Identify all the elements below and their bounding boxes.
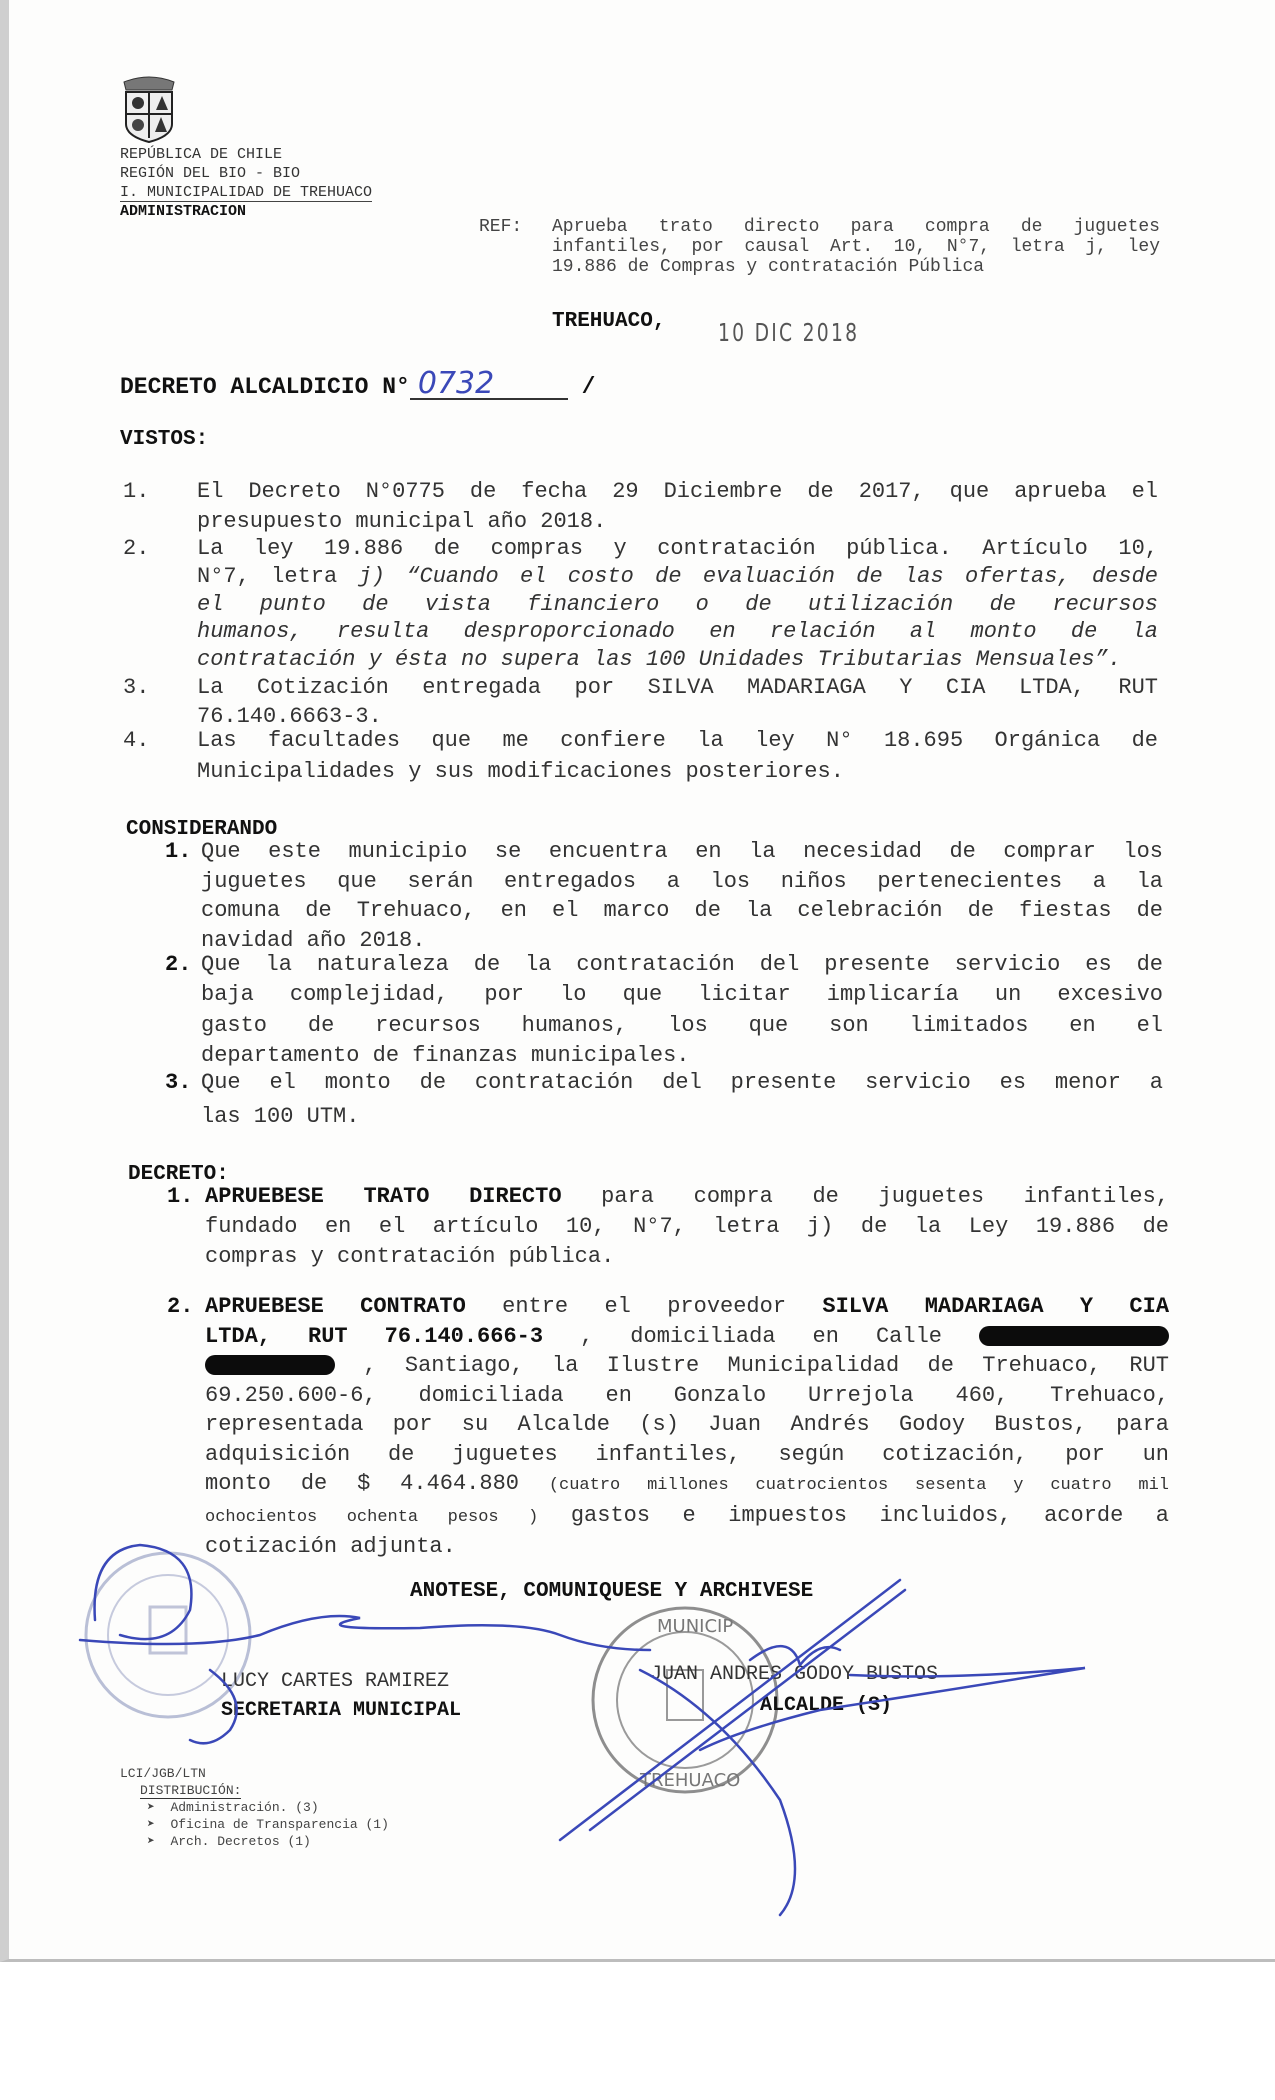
text-line [205, 1292, 1169, 1322]
signer-right-name: JUAN ANDRES GODOY BUSTOS [650, 1663, 939, 1686]
decreto-title: DECRETO: [128, 1163, 229, 1186]
text-segment: Las facultades que me confiere la ley N° 18.695 Orgánica de [197, 728, 1158, 753]
text-segment: La Cotización entregada por SILVA MADARIAGA Y CIA LTDA, RUT [197, 675, 1158, 700]
text-segment: navidad año 2018. [201, 928, 426, 954]
text-segment: (cuatro millones cuatrocientos sesenta y cuatro mil [548, 1476, 1169, 1495]
text-line [201, 1011, 1163, 1041]
date-stamp: 10 DIC 2018 [718, 318, 860, 347]
letterhead-region: REGIÓN DEL BIO - BIO [120, 165, 301, 182]
text-line [201, 837, 1163, 867]
text-line [205, 1440, 1169, 1470]
text-line [201, 1100, 1163, 1134]
text-line [201, 1066, 1163, 1100]
text-segment: gasto de recursos humanos, los que son limitados en el [201, 1012, 1163, 1038]
text-line [205, 1410, 1169, 1440]
ref-line: infantiles, por causal Art. 10, N°7, letra j, ley [552, 237, 1160, 257]
item-number: 3. [123, 675, 150, 700]
letterhead-country: REPÚBLICA DE CHILE [120, 146, 283, 163]
decree-label: DECRETO ALCALDICIO N° [120, 374, 410, 400]
text-line [197, 591, 1158, 619]
item-number: 4. [123, 728, 150, 753]
text-segment: APRUEBESE TRATO DIRECTO [205, 1184, 562, 1209]
text-segment: 69.250.600-6, domiciliada en Gonzalo Urrejola 460, Trehuaco, [205, 1382, 1169, 1408]
ref-line: Aprueba trato directo para compra de juguetes [552, 217, 1160, 237]
text-line [205, 1322, 1169, 1352]
distribution-label: DISTRIBUCIÓN: [140, 1783, 242, 1798]
text-line [201, 896, 1163, 926]
signature-left [95, 1545, 192, 1639]
bullet-icon: ➤ [147, 1834, 171, 1849]
item-number: 1. [165, 839, 192, 864]
text-segment: gastos e impuestos incluidos, acorde a [570, 1502, 1169, 1528]
signer-right-title: ALCALDE (S) [760, 1694, 893, 1717]
text-segment: contratación y ésta no supera las 100 Unidades Tributarias Mensuales”. [197, 647, 1122, 673]
bullet-icon: ➤ [147, 1817, 171, 1832]
text-line [201, 867, 1163, 897]
text-segment: entre el proveedor [502, 1294, 823, 1319]
text-segment: La ley 19.886 de compras y contratación pública. Artículo 10, [197, 536, 1158, 561]
text-segment: juguetes que serán entregados a los niños pertenecientes a la [201, 868, 1163, 894]
text-line [197, 756, 1158, 787]
text-segment: fundado en el artículo 10, N°7, letra j) de la Ley 19.886 de [205, 1214, 1169, 1239]
text-line [197, 646, 1158, 674]
text-segment: 76.140.6663-3. [197, 704, 382, 729]
text-segment: LTDA, RUT 76.140.666-3 [205, 1323, 544, 1349]
text-line [197, 535, 1158, 563]
text-line [205, 1212, 1169, 1242]
municipal-crest-logo [118, 74, 180, 144]
item-number: 2. [167, 1294, 194, 1319]
redaction-mark [205, 1355, 335, 1375]
text-segment: Que el monto de contratación del presente servicio es menor a [201, 1070, 1163, 1095]
text-line [205, 1469, 1169, 1501]
decree-heading [120, 366, 596, 401]
text-segment: j) “Cuando el costo de evaluación de las ofertas, desde [358, 563, 1158, 589]
text-segment: humanos, resulta desproporcionado en relación al monto de la [197, 619, 1158, 645]
vistos-title: VISTOS: [120, 428, 209, 451]
text-segment: monto de $ 4.464.880 [205, 1471, 549, 1496]
text-segment: departamento de finanzas municipales. [201, 1042, 690, 1068]
place: TREHUACO, [552, 310, 666, 333]
initials: LCI/JGB/LTN [120, 1766, 206, 1781]
text-segment: baja complejidad, por lo que licitar implicaría un excesivo [201, 982, 1163, 1008]
letterhead-municipality: I. MUNICIPALIDAD DE TREHUACO [120, 184, 373, 201]
distribution-item: Administración. (3) [170, 1800, 319, 1815]
text-segment: ochocientos ochenta pesos ) [205, 1507, 539, 1527]
closing-formula: ANOTESE, COMUNIQUESE Y ARCHIVESE [410, 1580, 814, 1603]
text-line [197, 477, 1158, 507]
text-segment: N°7, letra [197, 563, 359, 589]
signature-right-cross [560, 1580, 900, 1840]
item-number: 3. [165, 1070, 192, 1095]
svg-text:MUNICIP: MUNICIP [657, 1616, 734, 1637]
text-segment: comuna de Trehuaco, en el marco de la celebración de fiestas de [201, 898, 1163, 924]
text-line [197, 725, 1158, 756]
text-segment: compras y contratación pública. [205, 1244, 615, 1269]
text-segment: , Santiago, la Ilustre Municipalidad de Trehuaco, RUT [363, 1353, 1169, 1378]
item-number: 1. [123, 479, 150, 504]
text-line [201, 950, 1163, 980]
letterhead [120, 145, 372, 221]
text-line [197, 563, 1158, 591]
footer [120, 1765, 389, 1850]
bullet-icon: ➤ [147, 1800, 171, 1815]
signer-left-title: SECRETARIA MUNICIPAL [221, 1699, 462, 1722]
item-number: 2. [165, 952, 192, 977]
ref-label: REF: [479, 217, 523, 237]
item-number: 1. [167, 1184, 194, 1209]
text-segment: representada por su Alcalde (s) Juan Andrés Godoy Bustos, para [205, 1412, 1169, 1437]
text-segment: Que la naturaleza de la contratación del presente servicio es de [201, 952, 1163, 977]
decree-slash: / [581, 374, 596, 400]
distribution-item: Oficina de Transparencia (1) [170, 1817, 389, 1832]
ref-line: 19.886 de Compras y contratación Pública [552, 257, 985, 277]
item-number: 2. [123, 536, 150, 561]
handwritten-signatures [0, 1500, 1275, 1920]
text-line [197, 507, 1158, 537]
text-line [205, 1242, 1169, 1272]
ref-text [552, 217, 1160, 277]
svg-text:TREHUACO: TREHUACO [640, 1770, 741, 1791]
text-line [197, 673, 1158, 702]
text-segment: presupuesto municipal año 2018. [197, 509, 607, 534]
distribution-item: Arch. Decretos (1) [170, 1834, 311, 1849]
text-segment: , domiciliada en Calle [580, 1323, 979, 1349]
redaction-mark [979, 1326, 1169, 1346]
text-segment: Que este municipio se encuentra en la necesidad de comprar los [201, 839, 1163, 864]
signature-left-stroke [80, 1616, 650, 1650]
text-segment: para compra de juguetes infantiles, [601, 1184, 1169, 1209]
text-line [205, 1381, 1169, 1411]
decree-number-handwritten: 0732 [410, 370, 568, 400]
text-segment: APRUEBESE CONTRATO [205, 1294, 466, 1319]
considerando-title: CONSIDERANDO [126, 818, 278, 841]
letterhead-department: ADMINISTRACION [120, 203, 247, 220]
text-segment: El Decreto N°0775 de fecha 29 Diciembre de 2017, que aprueba el [197, 479, 1158, 504]
text-segment: las 100 UTM. [201, 1104, 360, 1129]
text-segment: el punto de vista financiero o de utilización de recursos [197, 591, 1158, 617]
signer-left-name: LUCY CARTES RAMIREZ [221, 1670, 450, 1693]
text-line [197, 618, 1158, 646]
text-segment: adquisición de juguetes infantiles, según cotización, por un [205, 1441, 1169, 1467]
text-line [205, 1182, 1169, 1212]
text-segment: cotización adjunta. [205, 1534, 456, 1559]
text-line [201, 980, 1163, 1010]
text-line [205, 1351, 1169, 1381]
text-segment: Municipalidades y sus modificaciones posteriores. [197, 759, 844, 784]
text-segment: SILVA MADARIAGA Y CIA [822, 1294, 1169, 1319]
